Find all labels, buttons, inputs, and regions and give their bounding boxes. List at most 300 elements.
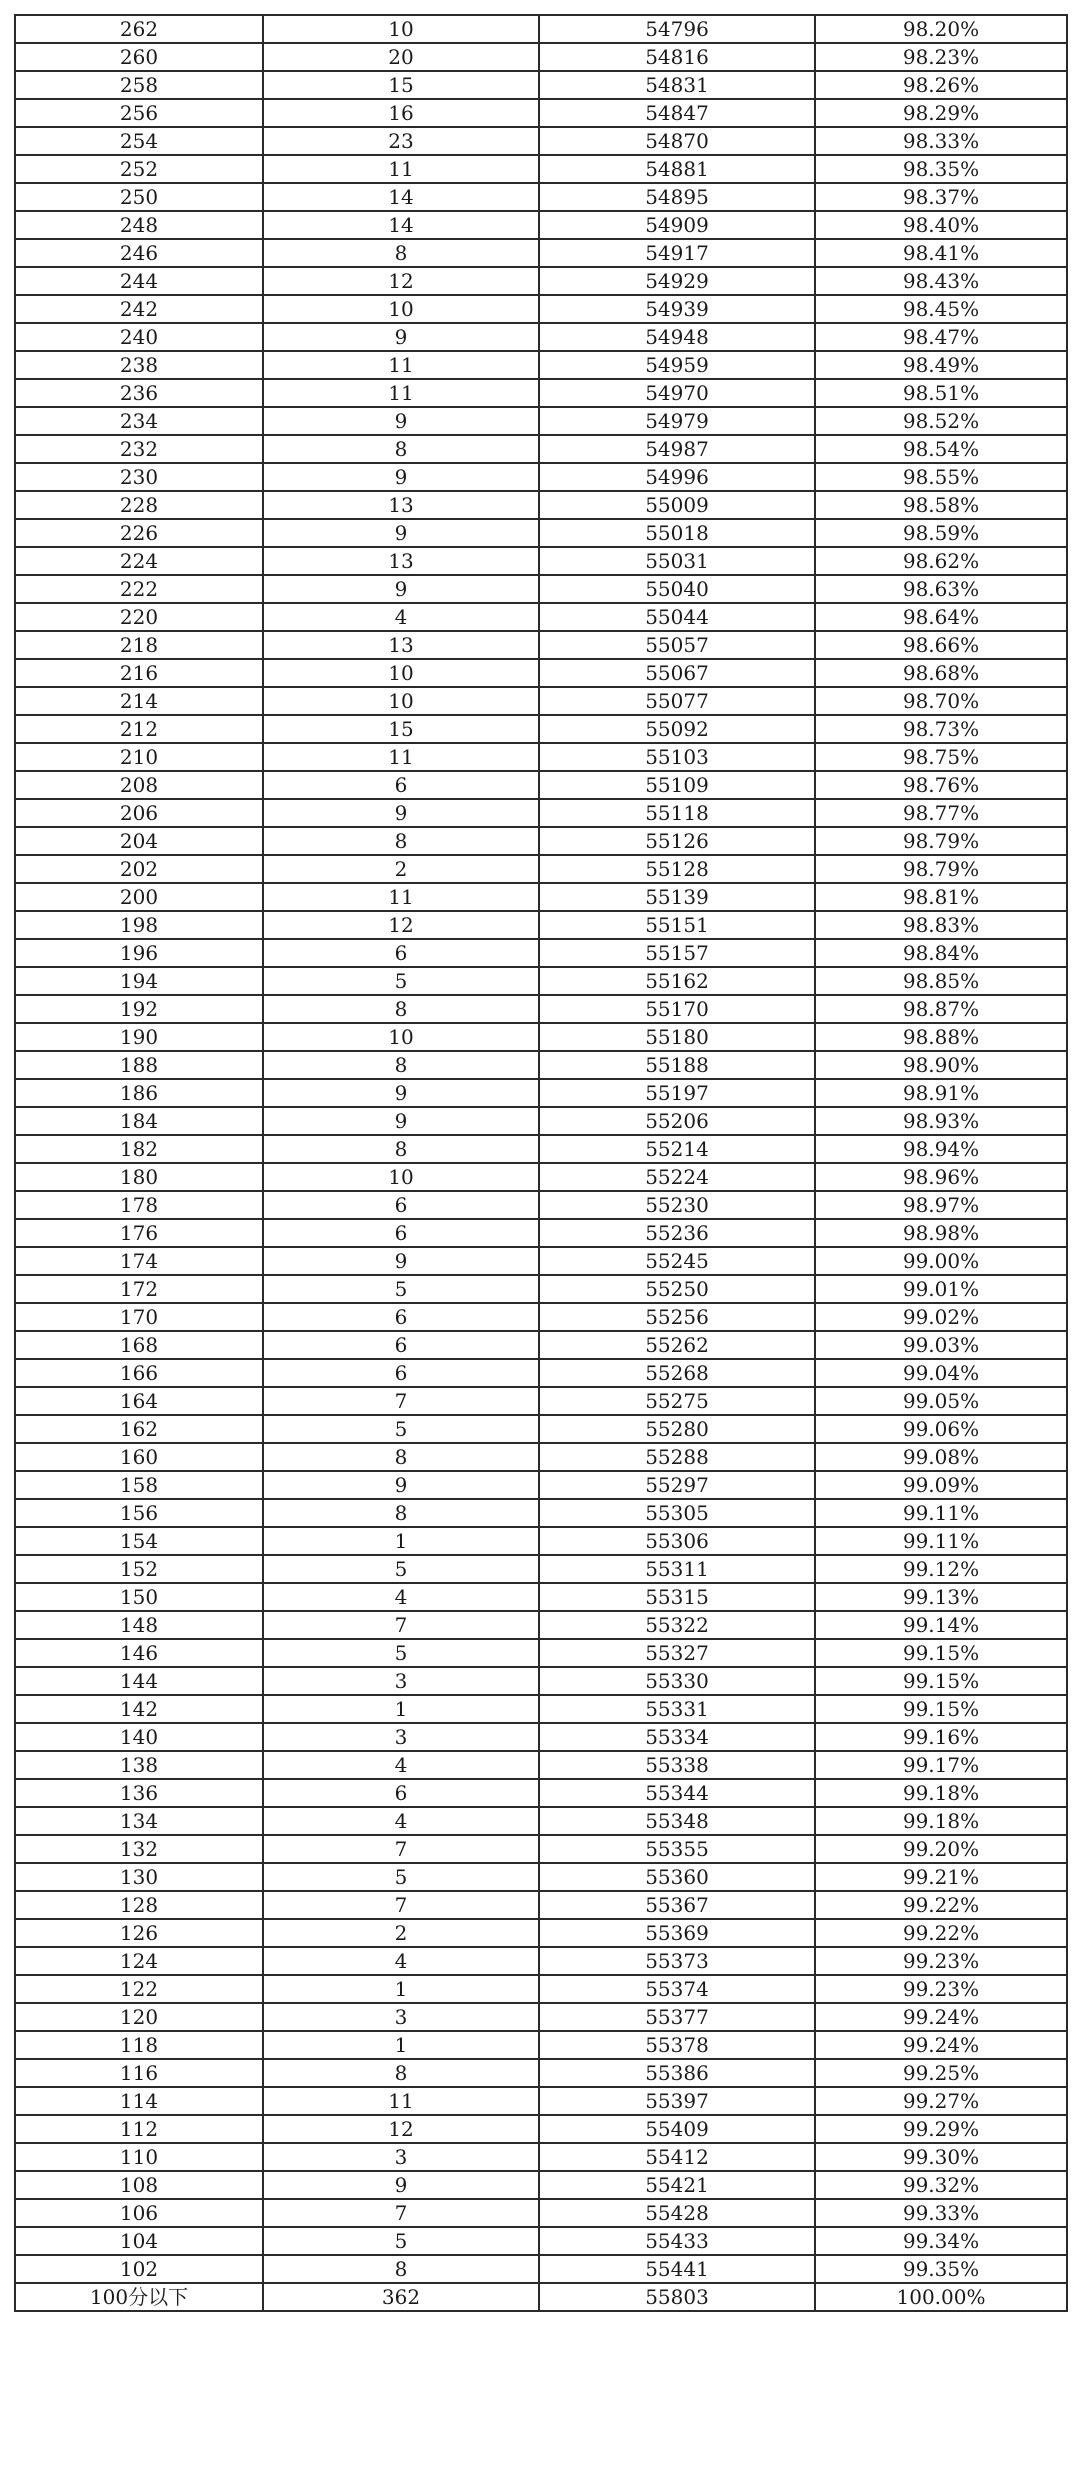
score-cell: 202 <box>15 855 263 883</box>
cumulative-percent-cell: 98.91% <box>815 1079 1067 1107</box>
cumulative-count-cell: 55128 <box>539 855 815 883</box>
table-row <box>15 1583 1067 1611</box>
score-cell: 128 <box>15 1891 263 1919</box>
score-cell: 168 <box>15 1331 263 1359</box>
cumulative-count-cell: 55139 <box>539 883 815 911</box>
table-row <box>15 183 1067 211</box>
score-cell: 250 <box>15 183 263 211</box>
score-cell: 140 <box>15 1723 263 1751</box>
count-cell: 9 <box>263 575 539 603</box>
table-row <box>15 2227 1067 2255</box>
cumulative-count-cell: 54796 <box>539 15 815 43</box>
table-row <box>15 491 1067 519</box>
count-cell: 9 <box>263 1079 539 1107</box>
count-cell: 4 <box>263 1807 539 1835</box>
cumulative-percent-cell: 99.06% <box>815 1415 1067 1443</box>
score-cell: 200 <box>15 883 263 911</box>
table-row <box>15 1611 1067 1639</box>
count-cell: 11 <box>263 351 539 379</box>
cumulative-count-cell: 55433 <box>539 2227 815 2255</box>
score-cell: 242 <box>15 295 263 323</box>
count-cell: 8 <box>263 827 539 855</box>
table-row <box>15 687 1067 715</box>
cumulative-percent-cell: 98.77% <box>815 799 1067 827</box>
cumulative-count-cell: 55170 <box>539 995 815 1023</box>
score-cell: 260 <box>15 43 263 71</box>
table-row <box>15 2255 1067 2283</box>
cumulative-percent-cell: 98.45% <box>815 295 1067 323</box>
table-row <box>15 2283 1067 2311</box>
count-cell: 9 <box>263 1247 539 1275</box>
cumulative-percent-cell: 99.03% <box>815 1331 1067 1359</box>
cumulative-count-cell: 55157 <box>539 939 815 967</box>
count-cell: 4 <box>263 603 539 631</box>
table-row <box>15 1499 1067 1527</box>
cumulative-percent-cell: 98.79% <box>815 827 1067 855</box>
score-cell: 192 <box>15 995 263 1023</box>
table-row <box>15 2199 1067 2227</box>
score-cell: 172 <box>15 1275 263 1303</box>
score-cell: 182 <box>15 1135 263 1163</box>
cumulative-percent-cell: 99.11% <box>815 1527 1067 1555</box>
cumulative-percent-cell: 98.37% <box>815 183 1067 211</box>
cumulative-count-cell: 54979 <box>539 407 815 435</box>
cumulative-percent-cell: 98.35% <box>815 155 1067 183</box>
cumulative-percent-cell: 98.83% <box>815 911 1067 939</box>
count-cell: 5 <box>263 1415 539 1443</box>
cumulative-count-cell: 55288 <box>539 1443 815 1471</box>
table-row <box>15 855 1067 883</box>
count-cell: 3 <box>263 2143 539 2171</box>
cumulative-count-cell: 55009 <box>539 491 815 519</box>
cumulative-count-cell: 55197 <box>539 1079 815 1107</box>
table-row <box>15 1723 1067 1751</box>
count-cell: 10 <box>263 15 539 43</box>
cumulative-count-cell: 55305 <box>539 1499 815 1527</box>
table-row <box>15 1947 1067 1975</box>
cumulative-percent-cell: 98.29% <box>815 99 1067 127</box>
count-cell: 5 <box>263 967 539 995</box>
cumulative-percent-cell: 99.29% <box>815 2115 1067 2143</box>
table-row <box>15 379 1067 407</box>
table-row <box>15 1975 1067 2003</box>
count-cell: 14 <box>263 211 539 239</box>
score-cell: 178 <box>15 1191 263 1219</box>
count-cell: 8 <box>263 239 539 267</box>
count-cell: 13 <box>263 631 539 659</box>
count-cell: 9 <box>263 799 539 827</box>
cumulative-count-cell: 55031 <box>539 547 815 575</box>
score-cell: 100分以下 <box>15 2283 263 2311</box>
cumulative-count-cell: 55077 <box>539 687 815 715</box>
cumulative-percent-cell: 98.97% <box>815 1191 1067 1219</box>
cumulative-percent-cell: 98.26% <box>815 71 1067 99</box>
table-row <box>15 1415 1067 1443</box>
count-cell: 8 <box>263 1135 539 1163</box>
cumulative-count-cell: 55040 <box>539 575 815 603</box>
cumulative-count-cell: 55092 <box>539 715 815 743</box>
count-cell: 12 <box>263 2115 539 2143</box>
cumulative-count-cell: 55262 <box>539 1331 815 1359</box>
table-row <box>15 575 1067 603</box>
table-row <box>15 1163 1067 1191</box>
cumulative-percent-cell: 99.17% <box>815 1751 1067 1779</box>
cumulative-percent-cell: 99.22% <box>815 1891 1067 1919</box>
cumulative-percent-cell: 98.23% <box>815 43 1067 71</box>
score-cell: 230 <box>15 463 263 491</box>
count-cell: 11 <box>263 743 539 771</box>
cumulative-count-cell: 54870 <box>539 127 815 155</box>
score-cell: 118 <box>15 2031 263 2059</box>
cumulative-count-cell: 55338 <box>539 1751 815 1779</box>
cumulative-percent-cell: 98.88% <box>815 1023 1067 1051</box>
cumulative-percent-cell: 98.90% <box>815 1051 1067 1079</box>
table-row <box>15 1835 1067 1863</box>
table-row <box>15 407 1067 435</box>
cumulative-percent-cell: 99.27% <box>815 2087 1067 2115</box>
table-row <box>15 1051 1067 1079</box>
table-row <box>15 631 1067 659</box>
cumulative-count-cell: 55409 <box>539 2115 815 2143</box>
cumulative-percent-cell: 99.34% <box>815 2227 1067 2255</box>
table-row <box>15 715 1067 743</box>
cumulative-count-cell: 55188 <box>539 1051 815 1079</box>
count-cell: 1 <box>263 1527 539 1555</box>
score-cell: 254 <box>15 127 263 155</box>
cumulative-count-cell: 55230 <box>539 1191 815 1219</box>
cumulative-percent-cell: 98.75% <box>815 743 1067 771</box>
cumulative-count-cell: 55377 <box>539 2003 815 2031</box>
score-cell: 218 <box>15 631 263 659</box>
score-cell: 226 <box>15 519 263 547</box>
cumulative-count-cell: 55441 <box>539 2255 815 2283</box>
count-cell: 4 <box>263 1751 539 1779</box>
score-cell: 246 <box>15 239 263 267</box>
table-row <box>15 463 1067 491</box>
count-cell: 6 <box>263 939 539 967</box>
cumulative-percent-cell: 99.30% <box>815 2143 1067 2171</box>
score-cell: 188 <box>15 1051 263 1079</box>
cumulative-percent-cell: 98.49% <box>815 351 1067 379</box>
table-row <box>15 239 1067 267</box>
cumulative-percent-cell: 98.81% <box>815 883 1067 911</box>
score-cell: 154 <box>15 1527 263 1555</box>
cumulative-percent-cell: 99.02% <box>815 1303 1067 1331</box>
cumulative-percent-cell: 99.16% <box>815 1723 1067 1751</box>
cumulative-percent-cell: 98.47% <box>815 323 1067 351</box>
cumulative-percent-cell: 98.87% <box>815 995 1067 1023</box>
count-cell: 7 <box>263 1891 539 1919</box>
score-cell: 174 <box>15 1247 263 1275</box>
count-cell: 8 <box>263 1443 539 1471</box>
score-cell: 106 <box>15 2199 263 2227</box>
count-cell: 10 <box>263 1023 539 1051</box>
table-row <box>15 1135 1067 1163</box>
score-cell: 210 <box>15 743 263 771</box>
count-cell: 8 <box>263 2059 539 2087</box>
score-cell: 204 <box>15 827 263 855</box>
cumulative-count-cell: 54917 <box>539 239 815 267</box>
score-cell: 158 <box>15 1471 263 1499</box>
cumulative-count-cell: 55397 <box>539 2087 815 2115</box>
table-row <box>15 1891 1067 1919</box>
cumulative-count-cell: 55018 <box>539 519 815 547</box>
cumulative-percent-cell: 99.09% <box>815 1471 1067 1499</box>
cumulative-percent-cell: 98.63% <box>815 575 1067 603</box>
cumulative-percent-cell: 98.70% <box>815 687 1067 715</box>
cumulative-percent-cell: 98.43% <box>815 267 1067 295</box>
cumulative-percent-cell: 99.32% <box>815 2171 1067 2199</box>
table-row <box>15 2031 1067 2059</box>
count-cell: 5 <box>263 1639 539 1667</box>
count-cell: 12 <box>263 911 539 939</box>
cumulative-count-cell: 55297 <box>539 1471 815 1499</box>
cumulative-percent-cell: 98.54% <box>815 435 1067 463</box>
cumulative-count-cell: 55067 <box>539 659 815 687</box>
table-row <box>15 827 1067 855</box>
score-cell: 162 <box>15 1415 263 1443</box>
cumulative-count-cell: 54881 <box>539 155 815 183</box>
count-cell: 8 <box>263 435 539 463</box>
cumulative-count-cell: 55412 <box>539 2143 815 2171</box>
cumulative-count-cell: 54996 <box>539 463 815 491</box>
count-cell: 13 <box>263 547 539 575</box>
score-cell: 148 <box>15 1611 263 1639</box>
cumulative-count-cell: 55386 <box>539 2059 815 2087</box>
score-cell: 116 <box>15 2059 263 2087</box>
table-row <box>15 1219 1067 1247</box>
cumulative-count-cell: 55331 <box>539 1695 815 1723</box>
score-cell: 216 <box>15 659 263 687</box>
cumulative-percent-cell: 99.05% <box>815 1387 1067 1415</box>
score-cell: 214 <box>15 687 263 715</box>
cumulative-count-cell: 55306 <box>539 1527 815 1555</box>
cumulative-percent-cell: 98.40% <box>815 211 1067 239</box>
count-cell: 10 <box>263 1163 539 1191</box>
cumulative-percent-cell: 98.93% <box>815 1107 1067 1135</box>
cumulative-percent-cell: 99.18% <box>815 1807 1067 1835</box>
cumulative-percent-cell: 99.35% <box>815 2255 1067 2283</box>
score-cell: 152 <box>15 1555 263 1583</box>
score-cell: 212 <box>15 715 263 743</box>
cumulative-percent-cell: 98.41% <box>815 239 1067 267</box>
score-cell: 134 <box>15 1807 263 1835</box>
count-cell: 11 <box>263 155 539 183</box>
table-row <box>15 1359 1067 1387</box>
score-cell: 124 <box>15 1947 263 1975</box>
score-cell: 150 <box>15 1583 263 1611</box>
cumulative-percent-cell: 99.33% <box>815 2199 1067 2227</box>
table-row <box>15 883 1067 911</box>
table-row <box>15 967 1067 995</box>
table-row <box>15 547 1067 575</box>
cumulative-percent-cell: 98.33% <box>815 127 1067 155</box>
table-row <box>15 1471 1067 1499</box>
score-cell: 190 <box>15 1023 263 1051</box>
cumulative-percent-cell: 99.15% <box>815 1667 1067 1695</box>
cumulative-percent-cell: 98.52% <box>815 407 1067 435</box>
score-cell: 238 <box>15 351 263 379</box>
table-row <box>15 1023 1067 1051</box>
table-row <box>15 1667 1067 1695</box>
score-cell: 144 <box>15 1667 263 1695</box>
cumulative-percent-cell: 99.20% <box>815 1835 1067 1863</box>
cumulative-count-cell: 55118 <box>539 799 815 827</box>
cumulative-percent-cell: 99.15% <box>815 1639 1067 1667</box>
cumulative-count-cell: 55268 <box>539 1359 815 1387</box>
table-row <box>15 351 1067 379</box>
table-row <box>15 1863 1067 1891</box>
table-row <box>15 995 1067 1023</box>
count-cell: 9 <box>263 1471 539 1499</box>
cumulative-count-cell: 54987 <box>539 435 815 463</box>
cumulative-count-cell: 55803 <box>539 2283 815 2311</box>
score-cell: 156 <box>15 1499 263 1527</box>
cumulative-percent-cell: 98.51% <box>815 379 1067 407</box>
count-cell: 7 <box>263 1387 539 1415</box>
table-row <box>15 155 1067 183</box>
cumulative-percent-cell: 98.62% <box>815 547 1067 575</box>
cumulative-percent-cell: 99.24% <box>815 2003 1067 2031</box>
table-row <box>15 1807 1067 1835</box>
count-cell: 5 <box>263 1275 539 1303</box>
table-row <box>15 1443 1067 1471</box>
table-row <box>15 267 1067 295</box>
table-row <box>15 911 1067 939</box>
score-cell: 234 <box>15 407 263 435</box>
count-cell: 6 <box>263 1331 539 1359</box>
cumulative-percent-cell: 99.23% <box>815 1975 1067 2003</box>
count-cell: 8 <box>263 2255 539 2283</box>
table-row <box>15 1303 1067 1331</box>
count-cell: 14 <box>263 183 539 211</box>
score-table-body <box>15 15 1067 2311</box>
cumulative-percent-cell: 98.94% <box>815 1135 1067 1163</box>
table-row <box>15 1527 1067 1555</box>
cumulative-count-cell: 54895 <box>539 183 815 211</box>
cumulative-percent-cell: 98.79% <box>815 855 1067 883</box>
count-cell: 23 <box>263 127 539 155</box>
count-cell: 5 <box>263 2227 539 2255</box>
count-cell: 10 <box>263 295 539 323</box>
cumulative-count-cell: 55275 <box>539 1387 815 1415</box>
cumulative-count-cell: 54970 <box>539 379 815 407</box>
score-cell: 160 <box>15 1443 263 1471</box>
score-cell: 108 <box>15 2171 263 2199</box>
table-row <box>15 1107 1067 1135</box>
cumulative-count-cell: 55428 <box>539 2199 815 2227</box>
cumulative-percent-cell: 98.96% <box>815 1163 1067 1191</box>
score-cell: 120 <box>15 2003 263 2031</box>
score-cell: 222 <box>15 575 263 603</box>
cumulative-percent-cell: 98.73% <box>815 715 1067 743</box>
count-cell: 1 <box>263 1975 539 2003</box>
table-row <box>15 1779 1067 1807</box>
cumulative-count-cell: 54929 <box>539 267 815 295</box>
cumulative-count-cell: 55322 <box>539 1611 815 1639</box>
table-row <box>15 659 1067 687</box>
count-cell: 9 <box>263 2171 539 2199</box>
count-cell: 9 <box>263 407 539 435</box>
cumulative-count-cell: 54847 <box>539 99 815 127</box>
score-cell: 164 <box>15 1387 263 1415</box>
score-cell: 262 <box>15 15 263 43</box>
cumulative-count-cell: 54939 <box>539 295 815 323</box>
count-cell: 6 <box>263 1359 539 1387</box>
cumulative-percent-cell: 98.98% <box>815 1219 1067 1247</box>
count-cell: 6 <box>263 1219 539 1247</box>
score-cell: 244 <box>15 267 263 295</box>
cumulative-count-cell: 55327 <box>539 1639 815 1667</box>
count-cell: 6 <box>263 1303 539 1331</box>
cumulative-percent-cell: 98.55% <box>815 463 1067 491</box>
count-cell: 5 <box>263 1863 539 1891</box>
score-cell: 252 <box>15 155 263 183</box>
cumulative-count-cell: 55151 <box>539 911 815 939</box>
count-cell: 7 <box>263 1835 539 1863</box>
cumulative-count-cell: 55311 <box>539 1555 815 1583</box>
score-cell: 112 <box>15 2115 263 2143</box>
count-cell: 7 <box>263 2199 539 2227</box>
table-row <box>15 295 1067 323</box>
table-row <box>15 2171 1067 2199</box>
table-row <box>15 1555 1067 1583</box>
table-row <box>15 603 1067 631</box>
table-row <box>15 71 1067 99</box>
table-row <box>15 2143 1067 2171</box>
cumulative-count-cell: 55373 <box>539 1947 815 1975</box>
table-row <box>15 2003 1067 2031</box>
score-cell: 224 <box>15 547 263 575</box>
count-cell: 16 <box>263 99 539 127</box>
score-distribution-table <box>14 14 1068 2312</box>
count-cell: 3 <box>263 1667 539 1695</box>
count-cell: 15 <box>263 71 539 99</box>
table-row <box>15 435 1067 463</box>
cumulative-percent-cell: 98.59% <box>815 519 1067 547</box>
count-cell: 13 <box>263 491 539 519</box>
count-cell: 362 <box>263 2283 539 2311</box>
table-row <box>15 1079 1067 1107</box>
cumulative-count-cell: 55245 <box>539 1247 815 1275</box>
cumulative-count-cell: 55256 <box>539 1303 815 1331</box>
cumulative-count-cell: 55236 <box>539 1219 815 1247</box>
cumulative-percent-cell: 99.14% <box>815 1611 1067 1639</box>
score-cell: 198 <box>15 911 263 939</box>
score-cell: 236 <box>15 379 263 407</box>
cumulative-percent-cell: 98.64% <box>815 603 1067 631</box>
count-cell: 11 <box>263 883 539 911</box>
cumulative-percent-cell: 99.15% <box>815 1695 1067 1723</box>
table-row <box>15 1695 1067 1723</box>
table-row <box>15 771 1067 799</box>
score-cell: 186 <box>15 1079 263 1107</box>
score-cell: 132 <box>15 1835 263 1863</box>
score-cell: 220 <box>15 603 263 631</box>
cumulative-percent-cell: 99.21% <box>815 1863 1067 1891</box>
table-row <box>15 43 1067 71</box>
table-row <box>15 1639 1067 1667</box>
cumulative-count-cell: 55367 <box>539 1891 815 1919</box>
cumulative-count-cell: 55315 <box>539 1583 815 1611</box>
cumulative-count-cell: 55206 <box>539 1107 815 1135</box>
cumulative-count-cell: 55374 <box>539 1975 815 2003</box>
count-cell: 1 <box>263 2031 539 2059</box>
table-row <box>15 1275 1067 1303</box>
cumulative-count-cell: 55214 <box>539 1135 815 1163</box>
cumulative-count-cell: 55180 <box>539 1023 815 1051</box>
table-row <box>15 939 1067 967</box>
